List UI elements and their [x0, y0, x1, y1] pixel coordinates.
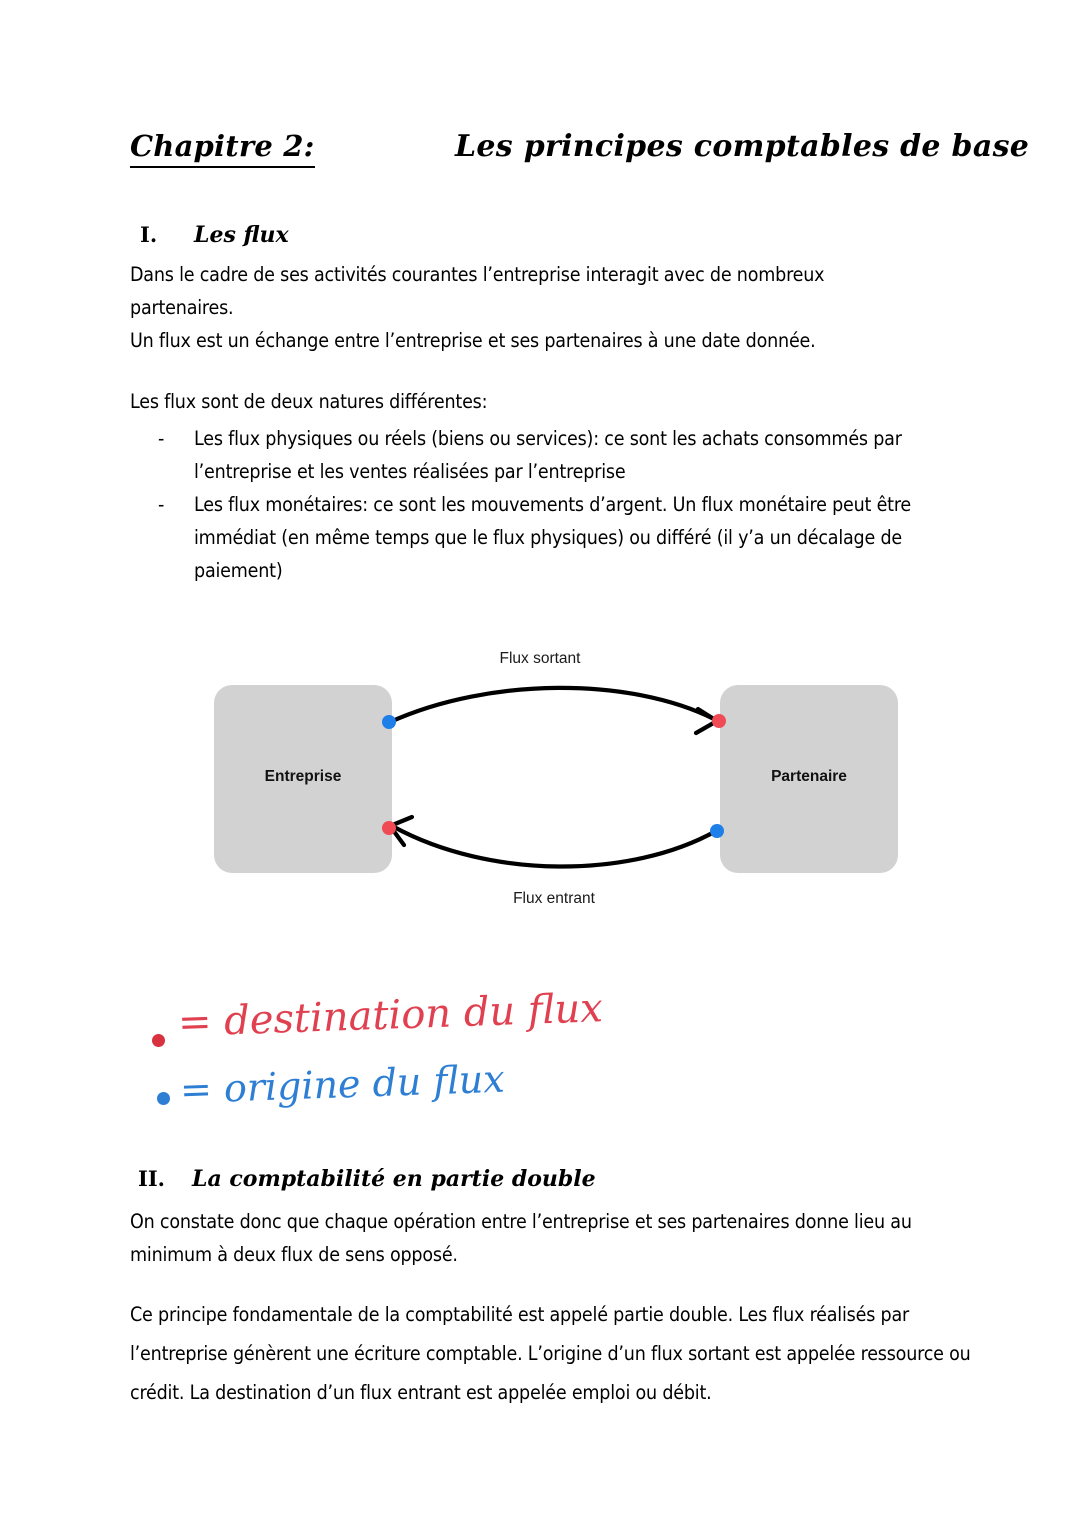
section-title-2: La comptabilité en partie double [192, 1166, 596, 1192]
chapter-label: Chapitre 2: [130, 128, 315, 168]
edge-label-flux-entrant: Flux entrant [513, 890, 595, 907]
intro-line-1: Dans le cadre de ses activités courantes l’entreprise interagit avec de nombreux [130, 263, 825, 286]
intro-line-2: partenaires. [130, 296, 234, 319]
intro-line-3: Un flux est un échange entre l’entreprise et ses partenaires à une date donnée. [130, 329, 816, 352]
paragraph-natures-lead: Les flux sont de deux natures différentes: [130, 390, 488, 413]
list-item-text: Les flux monétaires: ce sont les mouvements d’argent. Un flux monétaire peut être immédiat (en même temps que le flux physiques) ou différé (il y’a un décalage de paiement) [194, 493, 912, 582]
paragraph-partie-double-2: Ce principe fondamentale de la comptabilité est appelé partie double. Les flux réalisés par l’entreprise génèrent une écriture comptable. L’origine d’un flux sortant est appelée ressource ou crédit. La destination d’un flux entrant est appelée emploi ou débit. [130, 1303, 971, 1404]
section-number-1: I. [140, 222, 158, 247]
origin-dot-entreprise [382, 715, 396, 729]
edge-label-flux-sortant: Flux sortant [499, 650, 581, 667]
origin-dot-partenaire [710, 824, 724, 838]
edge-flux-sortant-path [390, 688, 714, 722]
list-item-text: Les flux physiques ou réels (biens ou services): ce sont les achats consommés par l’entreprise et les ventes réalisées par l’entreprise [194, 427, 902, 483]
document-title-row [130, 128, 1030, 184]
legend-text-origine: = origine du flux [179, 1056, 506, 1112]
node-entreprise-label: Entreprise [264, 768, 342, 785]
bullet-dash: - [158, 493, 165, 516]
section-number-2: II. [138, 1166, 165, 1191]
list-item [130, 488, 968, 587]
legend-text-destination: = destination du flux [177, 985, 604, 1046]
destination-dot-entreprise [382, 821, 396, 835]
paragraph-partie-double-1: On constate donc que chaque opération entre l’entreprise et ses partenaires donne lieu au minimum à deux flux de sens opposé. [130, 1210, 912, 1266]
list-item [130, 422, 968, 488]
edge-flux-entrant-path [394, 827, 716, 867]
bullet-dash: - [158, 427, 165, 450]
page-title: Les principes comptables de base [455, 129, 1030, 164]
destination-dot-partenaire [712, 714, 726, 728]
node-partenaire-label: Partenaire [771, 768, 847, 785]
flux-flow-diagram [190, 635, 930, 920]
legend-dot-destination [152, 1034, 165, 1047]
section-heading-1 [140, 222, 289, 248]
section-heading-2 [138, 1166, 596, 1192]
paragraph-intro [130, 258, 960, 357]
flux-types-list [130, 422, 968, 587]
section-title-1: Les flux [194, 222, 289, 248]
legend-dot-origine [157, 1092, 170, 1105]
